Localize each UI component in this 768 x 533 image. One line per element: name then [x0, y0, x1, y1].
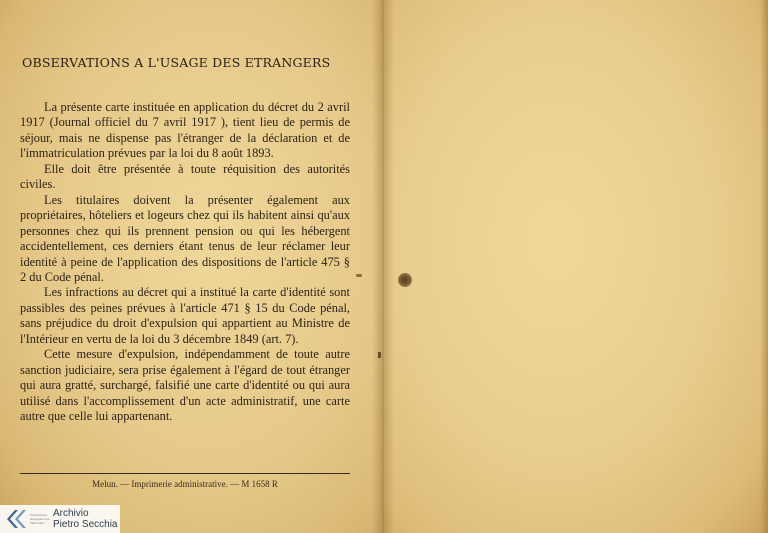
paragraph-expulsion: Cette mesure d'expulsion, indépendamment de toute autre sanction judiciaire, sera prise également à l'égard de tout étranger qui aura gratté, surchargé, falsifié une carte d'identité ou qui aura utilisé dans l'accomplissement d'un acte administratif, une carte autre que celle lui appartenant. — [20, 347, 350, 424]
pin-mark — [356, 274, 362, 277]
crease-mark — [378, 352, 381, 358]
left-page — [0, 0, 383, 533]
observations-text — [20, 100, 350, 425]
watermark-name — [53, 508, 117, 530]
footer-rule — [20, 473, 350, 474]
watermark-name-line2: Pietro Secchia — [53, 519, 118, 530]
paragraph-decree: La présente carte instituée en application du décret du 2 avril 1917 (Journal officiel du 7 avril 1917 ), tient lieu de permis de séjour, mais ne dispense pas l'étranger de la déclaration et de l'immatriculation prévues par la loi du 8 août 1893. — [20, 100, 350, 161]
watermark-foundation-text: Fondazione Giangiacomo Feltrinelli — [30, 513, 50, 525]
staple-hole-mark — [398, 273, 412, 287]
document-title: OBSERVATIONS A L'USAGE DES ETRANGERS — [22, 55, 331, 70]
paragraph-holders: Les titulaires doivent la présenter également aux propriétaires, hôteliers et logeurs chez qui ils habitent ainsi qu'aux personnes chez qui ils prennent pension ou qui les hébergent accidentellement, ces derniers étant tenus de leur réclamer leur identité à peine de l'application des dispositions de l'article 475 § 2 du Code pénal. — [20, 192, 350, 284]
page-edge-shadow — [760, 0, 768, 533]
right-page-blank — [383, 0, 768, 533]
double-chevron-logo-icon — [4, 508, 28, 530]
paragraph-requisition: Elle doit être présentée à toute réquisition des autorités civiles. — [20, 161, 350, 192]
printer-imprint: Melun. — Imprimerie administrative. — M 1658 R — [92, 479, 278, 489]
book-gutter — [372, 0, 394, 533]
archive-watermark — [0, 505, 120, 533]
watermark-name-line1: Archivio — [53, 508, 89, 519]
paragraph-infractions: Les infractions au décret qui a institué la carte d'identité sont passibles des peines prévues à l'article 471 § 15 du Code pénal, sans préjudice du droit d'expulsion qui appartient au Ministre de l'Intérieur en vertu de la loi du 3 décembre 1849 (art. 7). — [20, 285, 350, 346]
